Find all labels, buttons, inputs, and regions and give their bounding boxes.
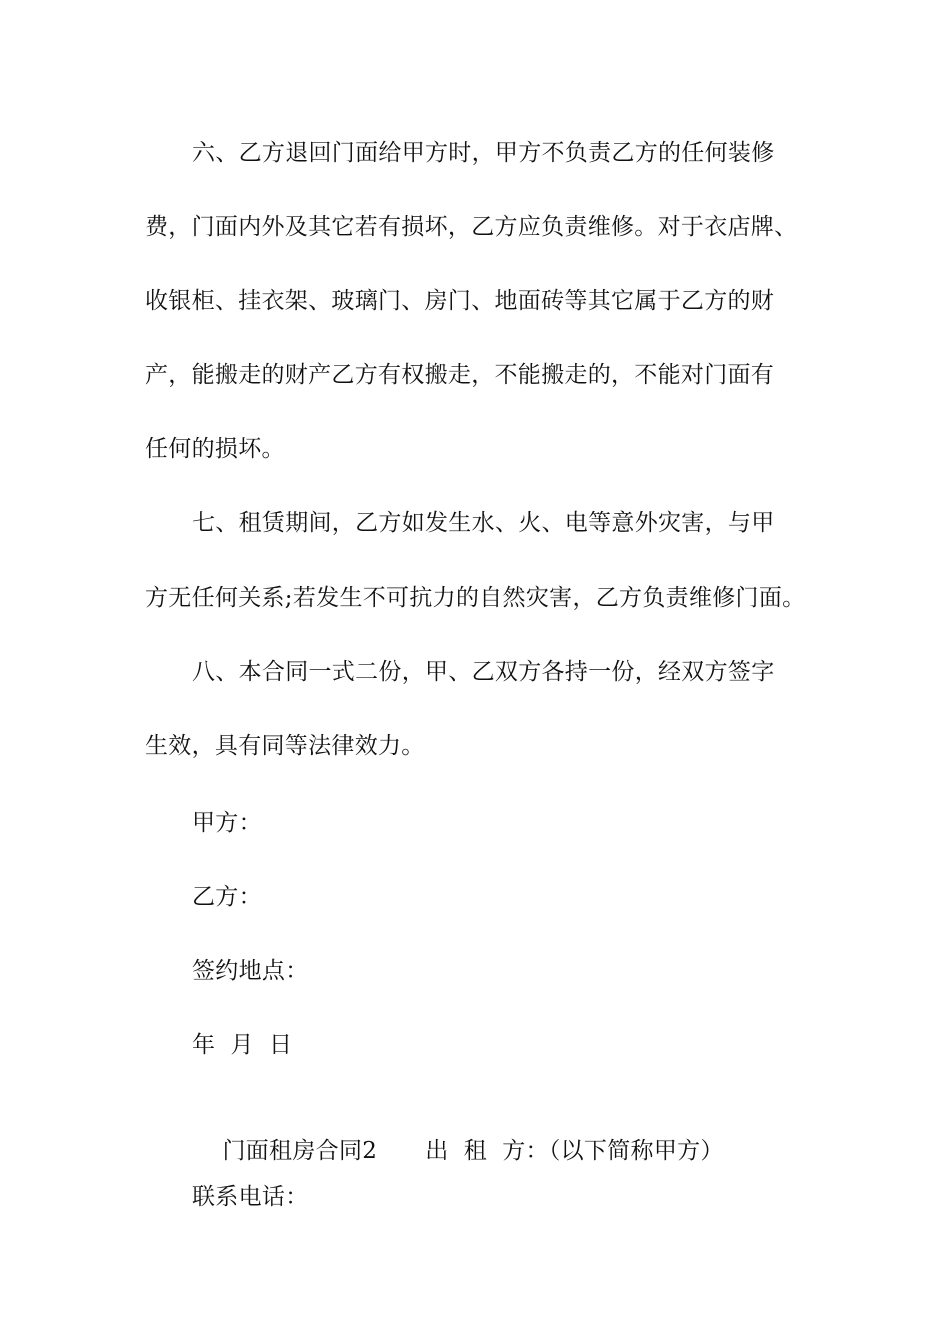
clause-8-line-1: 八、本合同一式二份，甲、乙双方各持一份，经双方签字 xyxy=(192,659,775,685)
party-b-label: 乙方： xyxy=(192,884,262,910)
party-a-label: 甲方： xyxy=(192,810,262,836)
clause-8-line-2: 生效，具有同等法律效力。 xyxy=(145,733,425,759)
clause-7-line-1: 七、租赁期间，乙方如发生水、火、电等意外灾害，与甲 xyxy=(192,510,775,536)
signing-place-label: 签约地点： xyxy=(192,958,309,984)
clause-6-line-5: 任何的损坏。 xyxy=(145,436,285,462)
clause-6-line-1: 六、乙方退回门面给甲方时，甲方不负责乙方的任何装修 xyxy=(192,140,775,166)
lessor-label: 出 租 方：（以下简称甲方） xyxy=(425,1138,724,1164)
clause-6-line-2: 费，门面内外及其它若有损坏，乙方应负责维修。对于衣店牌、 xyxy=(145,214,798,240)
signing-date-label: 年 月 日 xyxy=(192,1032,293,1058)
contact-phone-label: 联系电话： xyxy=(192,1184,309,1210)
next-contract-title: 门面租房合同2 xyxy=(222,1138,378,1164)
clause-7-line-2: 方无任何关系;若发生不可抗力的自然灾害，乙方负责维修门面。 xyxy=(145,585,806,611)
clause-6-line-4: 产，能搬走的财产乙方有权搬走，不能搬走的，不能对门面有 xyxy=(145,362,775,388)
clause-6-line-3: 收银柜、挂衣架、玻璃门、房门、地面砖等其它属于乙方的财 xyxy=(145,288,775,314)
